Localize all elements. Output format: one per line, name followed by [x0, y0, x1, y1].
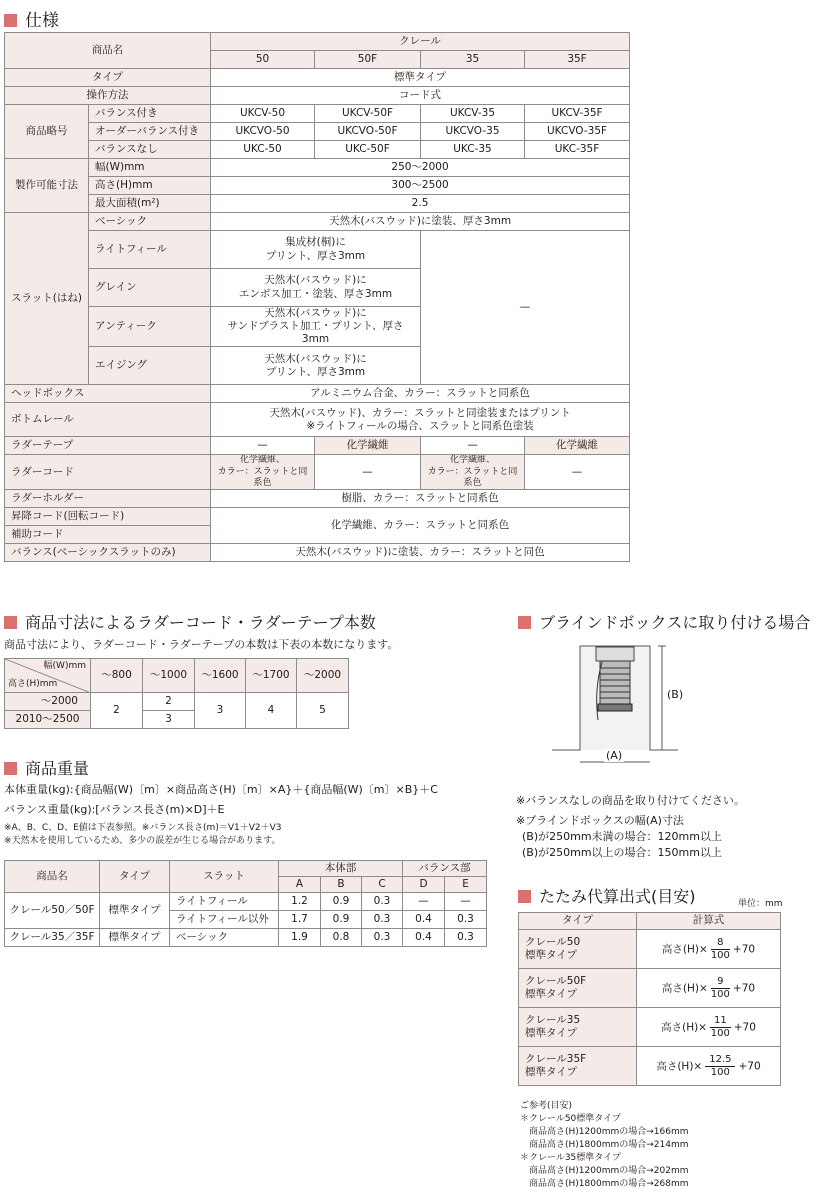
cell: —	[525, 455, 630, 490]
model-header: 35	[421, 51, 525, 69]
weight-table	[4, 860, 487, 947]
fraction	[705, 1054, 735, 1079]
header-type: タイプ	[100, 861, 170, 893]
cell: 3	[143, 711, 195, 729]
row-label: ラダーコード	[5, 455, 211, 490]
cell: 300～2500	[211, 177, 630, 195]
dimension-b-label: (B)	[667, 688, 684, 701]
cell: 0.3	[362, 929, 403, 947]
cell	[211, 403, 630, 437]
formula-cell	[637, 930, 781, 969]
row-label: ラダーテープ	[5, 437, 211, 455]
box-diagram	[550, 640, 690, 775]
cell: 1.2	[279, 893, 321, 911]
row-label: バランス付き	[89, 105, 211, 123]
width-header: ～2000	[297, 659, 349, 693]
square-bullet-icon	[4, 762, 17, 775]
cell: 天然木(バスウッド)に塗装、厚さ3mm	[211, 213, 630, 231]
weight-formula-body: 本体重量(kg):{商品幅(W)〔m〕×商品高さ(H)〔m〕×A}＋{商品幅(W)〔m〕×B}＋C	[4, 783, 438, 796]
formula-suffix: +70	[732, 982, 756, 994]
cell: クレール35／35F	[5, 929, 100, 947]
cell: ライトフィール	[170, 893, 279, 911]
cell: 標準タイプ	[100, 929, 170, 947]
row-label: オーダーバランス付き	[89, 123, 211, 141]
row-label: ボトムレール	[5, 403, 211, 437]
cell: 4	[246, 693, 297, 729]
numerator: 8	[711, 937, 730, 950]
corner-width-label: 幅(W)mm	[43, 661, 86, 671]
row-label: ベーシック	[89, 213, 211, 231]
cell: UKC-50	[211, 141, 315, 159]
cell: クレール50／50F	[5, 893, 100, 929]
cell-line: プリント、厚さ3mm	[265, 249, 366, 262]
fold-type: 標準タイプ	[525, 1027, 577, 1039]
cell-line: 化学繊維、	[239, 455, 285, 466]
ladder-heading: 商品寸法によるラダーコード・ラダーテープ本数	[4, 610, 376, 633]
cell: 化学繊維	[525, 437, 630, 455]
row-label: アンティーク	[89, 307, 211, 347]
formula-cell	[637, 1008, 781, 1047]
cell: ライトフィール以外	[170, 911, 279, 929]
cell: 樹脂、カラー：スラットと同系色	[211, 490, 630, 508]
square-bullet-icon	[4, 14, 17, 27]
cell	[211, 455, 315, 490]
spec-heading: 仕様	[4, 6, 59, 31]
cell-line: 集成材(桐)に	[285, 236, 346, 249]
corner-cell	[5, 659, 91, 693]
header-slat: スラット	[170, 861, 279, 893]
corner-height-label: 高さ(H)mm	[8, 678, 58, 689]
cell: —	[315, 455, 421, 490]
header-name: 商品名	[5, 861, 100, 893]
fold-name: クレール50F	[525, 974, 587, 987]
cell: 0.9	[321, 911, 362, 929]
cell	[211, 269, 421, 307]
cell: 5	[297, 693, 349, 729]
cell: 250～2000	[211, 159, 630, 177]
cell: 2	[91, 693, 143, 729]
cell: 1.9	[279, 929, 321, 947]
cell	[519, 930, 637, 969]
ref-line: 商品高さ(H)1800mmの場合→214mm	[520, 1140, 689, 1151]
fold-name: クレール35F	[525, 1052, 587, 1065]
ladder-desc: 商品寸法により、ラダーコード・ラダーテープの本数は下表の本数になります。	[4, 638, 399, 651]
fold-heading: たたみ代算出式(目安)	[518, 884, 696, 907]
width-header: ～1700	[246, 659, 297, 693]
box-note: ※ブラインドボックスの幅(A)寸法	[516, 814, 684, 827]
ref-line: 商品高さ(H)1200mmの場合→202mm	[520, 1166, 689, 1177]
row-label: 幅(W)mm	[89, 159, 211, 177]
cell: 0.4	[403, 929, 445, 947]
row-label: 高さ(H)mm	[89, 177, 211, 195]
cell: UKC-35	[421, 141, 525, 159]
cell-line: 天然木(バスウッド)に	[264, 352, 367, 365]
fold-table	[518, 912, 781, 1086]
cell	[519, 969, 637, 1008]
product-name-header: 商品名	[5, 33, 211, 69]
denominator: 100	[710, 988, 730, 1000]
square-bullet-icon	[518, 616, 531, 629]
fold-type: 標準タイプ	[525, 1066, 577, 1078]
weight-formula-valance: バランス重量(kg):[バランス長さ(m)×D]＋E	[4, 803, 225, 816]
cell: 0.3	[445, 929, 487, 947]
box-note: (B)が250mm以上の場合：150mm以上	[522, 846, 722, 859]
cell: UKCV-35F	[525, 105, 630, 123]
header-formula: 計算式	[637, 913, 781, 930]
formula-prefix: 高さ(H)×	[656, 1060, 703, 1072]
cell-line: 天然木(バスウッド)に	[264, 307, 367, 319]
cell: UKCVO-35	[421, 123, 525, 141]
row-label: 商品略号	[5, 105, 89, 159]
fold-name: クレール35	[525, 1013, 581, 1026]
spec-table	[4, 32, 630, 562]
row-label: ライトフィール	[89, 231, 211, 269]
box-heading: ブラインドボックスに取り付ける場合	[518, 610, 810, 633]
formula-prefix: 高さ(H)×	[661, 1021, 707, 1033]
formula-suffix: +70	[732, 943, 756, 955]
row-label: タイプ	[5, 69, 211, 87]
height-header: ～2000	[5, 693, 91, 711]
crail-header: クレール	[211, 33, 630, 51]
cell	[211, 347, 421, 385]
cell: 0.9	[321, 893, 362, 911]
row-label: エイジング	[89, 347, 211, 385]
formula-suffix: +70	[738, 1060, 761, 1072]
cell: アルミニウム合金、カラー：スラットと同系色	[211, 385, 630, 403]
cell: UKCVO-50F	[315, 123, 421, 141]
cell-line: プリント、厚さ3mm	[265, 365, 366, 378]
ref-line: 商品高さ(H)1200mmの場合→166mm	[520, 1127, 689, 1138]
cell: コード式	[211, 87, 630, 105]
row-label: 最大面積(m²)	[89, 195, 211, 213]
header-type: タイプ	[519, 913, 637, 930]
cell: UKCV-35	[421, 105, 525, 123]
cell	[211, 307, 421, 347]
unit-label: 単位：mm	[738, 899, 783, 909]
ref-line: ＊クレール50標準タイプ	[520, 1114, 621, 1124]
cell: ベーシック	[170, 929, 279, 947]
cell-line: サンドブラスト加工・プリント、厚さ3mm	[227, 320, 404, 346]
row-label: 昇降コード(回転コード)	[5, 508, 211, 526]
row-label: 操作方法	[5, 87, 211, 105]
ladder-table	[4, 658, 349, 729]
ref-title: ご参考(目安)	[520, 1101, 573, 1111]
cell: UKCV-50	[211, 105, 315, 123]
width-header: ～1600	[195, 659, 246, 693]
header-valance: バランス部	[403, 861, 487, 877]
fold-type: 標準タイプ	[525, 988, 577, 1000]
square-bullet-icon	[4, 616, 17, 629]
square-bullet-icon	[518, 890, 531, 903]
cell	[519, 1047, 637, 1086]
formula-cell	[637, 969, 781, 1008]
cell	[211, 231, 421, 269]
fraction	[711, 937, 730, 962]
row-label: ヘッドボックス	[5, 385, 211, 403]
height-header: 2010～2500	[5, 711, 91, 729]
cell-line: 化学繊維、	[449, 455, 495, 466]
box-note: (B)が250mm未満の場合：120mm以上	[522, 830, 722, 843]
cell: —	[445, 893, 487, 911]
row-label: 補助コード	[5, 526, 211, 544]
cell: 0.3	[445, 911, 487, 929]
header-body: 本体部	[279, 861, 403, 877]
cell: —	[421, 231, 630, 385]
dimension-a-label: (A)	[606, 749, 623, 762]
cell: 標準タイプ	[211, 69, 630, 87]
cell: —	[421, 437, 525, 455]
fold-type: 標準タイプ	[525, 949, 577, 961]
cell: UKCV-50F	[315, 105, 421, 123]
cell: UKC-50F	[315, 141, 421, 159]
formula-prefix: 高さ(H)×	[661, 943, 708, 955]
width-header: ～1000	[143, 659, 195, 693]
cell: —	[403, 893, 445, 911]
width-header: ～800	[91, 659, 143, 693]
row-label: ラダーホルダー	[5, 490, 211, 508]
numerator: 11	[710, 1015, 731, 1028]
cell: 2.5	[211, 195, 630, 213]
cell: 1.7	[279, 911, 321, 929]
cell: UKCVO-50	[211, 123, 315, 141]
cell-line: 天然木(バスウッド)、カラー：スラットと同塗装またはプリント	[269, 406, 571, 419]
cell: 0.8	[321, 929, 362, 947]
fraction	[711, 976, 730, 1001]
cell-line: エンボス加工・塗装、厚さ3mm	[238, 287, 393, 300]
cell: 3	[195, 693, 246, 729]
cell: 化学繊維、カラー：スラットと同系色	[211, 508, 630, 544]
col-header: B	[321, 877, 362, 893]
numerator: 9	[711, 976, 730, 989]
col-header: C	[362, 877, 403, 893]
col-header: E	[445, 877, 487, 893]
numerator: 12.5	[705, 1054, 735, 1067]
row-label: バランスなし	[89, 141, 211, 159]
col-header: D	[403, 877, 445, 893]
cell: 0.3	[362, 911, 403, 929]
col-header: A	[279, 877, 321, 893]
cell: 天然木(バスウッド)に塗装、カラー：スラットと同色	[211, 544, 630, 562]
formula-prefix: 高さ(H)×	[661, 982, 708, 994]
denominator: 100	[710, 1027, 730, 1039]
formula-suffix: +70	[733, 1021, 756, 1033]
row-label: 製作可能寸法	[5, 159, 89, 213]
cell: 標準タイプ	[100, 893, 170, 929]
weight-note: ※天然木を使用しているため、多少の誤差が生じる場合があります。	[4, 836, 281, 846]
cell: 化学繊維	[315, 437, 421, 455]
cell: UKCVO-35F	[525, 123, 630, 141]
cell: 2	[143, 693, 195, 711]
weight-heading: 商品重量	[4, 756, 89, 779]
row-label: スラット(はね)	[5, 213, 89, 385]
model-header: 50	[211, 51, 315, 69]
denominator: 100	[710, 949, 730, 961]
fraction	[710, 1015, 731, 1040]
cell: 0.4	[403, 911, 445, 929]
cell: —	[211, 437, 315, 455]
box-note: ※バランスなしの商品を取り付けてください。	[516, 794, 745, 807]
ref-list	[520, 1113, 688, 1191]
cell	[519, 1008, 637, 1047]
cell: UKC-35F	[525, 141, 630, 159]
cell-line: 天然木(バスウッド)に	[264, 274, 367, 287]
ref-line: ＊クレール35標準タイプ	[520, 1153, 621, 1164]
row-label: バランス(ベーシックスラットのみ)	[5, 544, 211, 562]
cell-line: カラー：スラットと同系色	[217, 466, 308, 488]
formula-cell	[637, 1047, 781, 1086]
row-label: グレイン	[89, 269, 211, 307]
model-header: 35F	[525, 51, 630, 69]
cell-line: カラー：スラットと同系色	[427, 466, 518, 488]
cell	[421, 455, 525, 490]
fold-name: クレール50	[525, 935, 581, 948]
cell-line: ※ライトフィールの場合、スラットと同系色塗装	[306, 419, 534, 432]
weight-note: ※A、B、C、D、E値は下表参照。※バランス長さ(m)＝V1＋V2＋V3	[4, 823, 282, 833]
cell: 0.3	[362, 893, 403, 911]
ref-line: 商品高さ(H)1800mmの場合→268mm	[520, 1179, 689, 1190]
denominator: 100	[710, 1066, 730, 1078]
model-header: 50F	[315, 51, 421, 69]
